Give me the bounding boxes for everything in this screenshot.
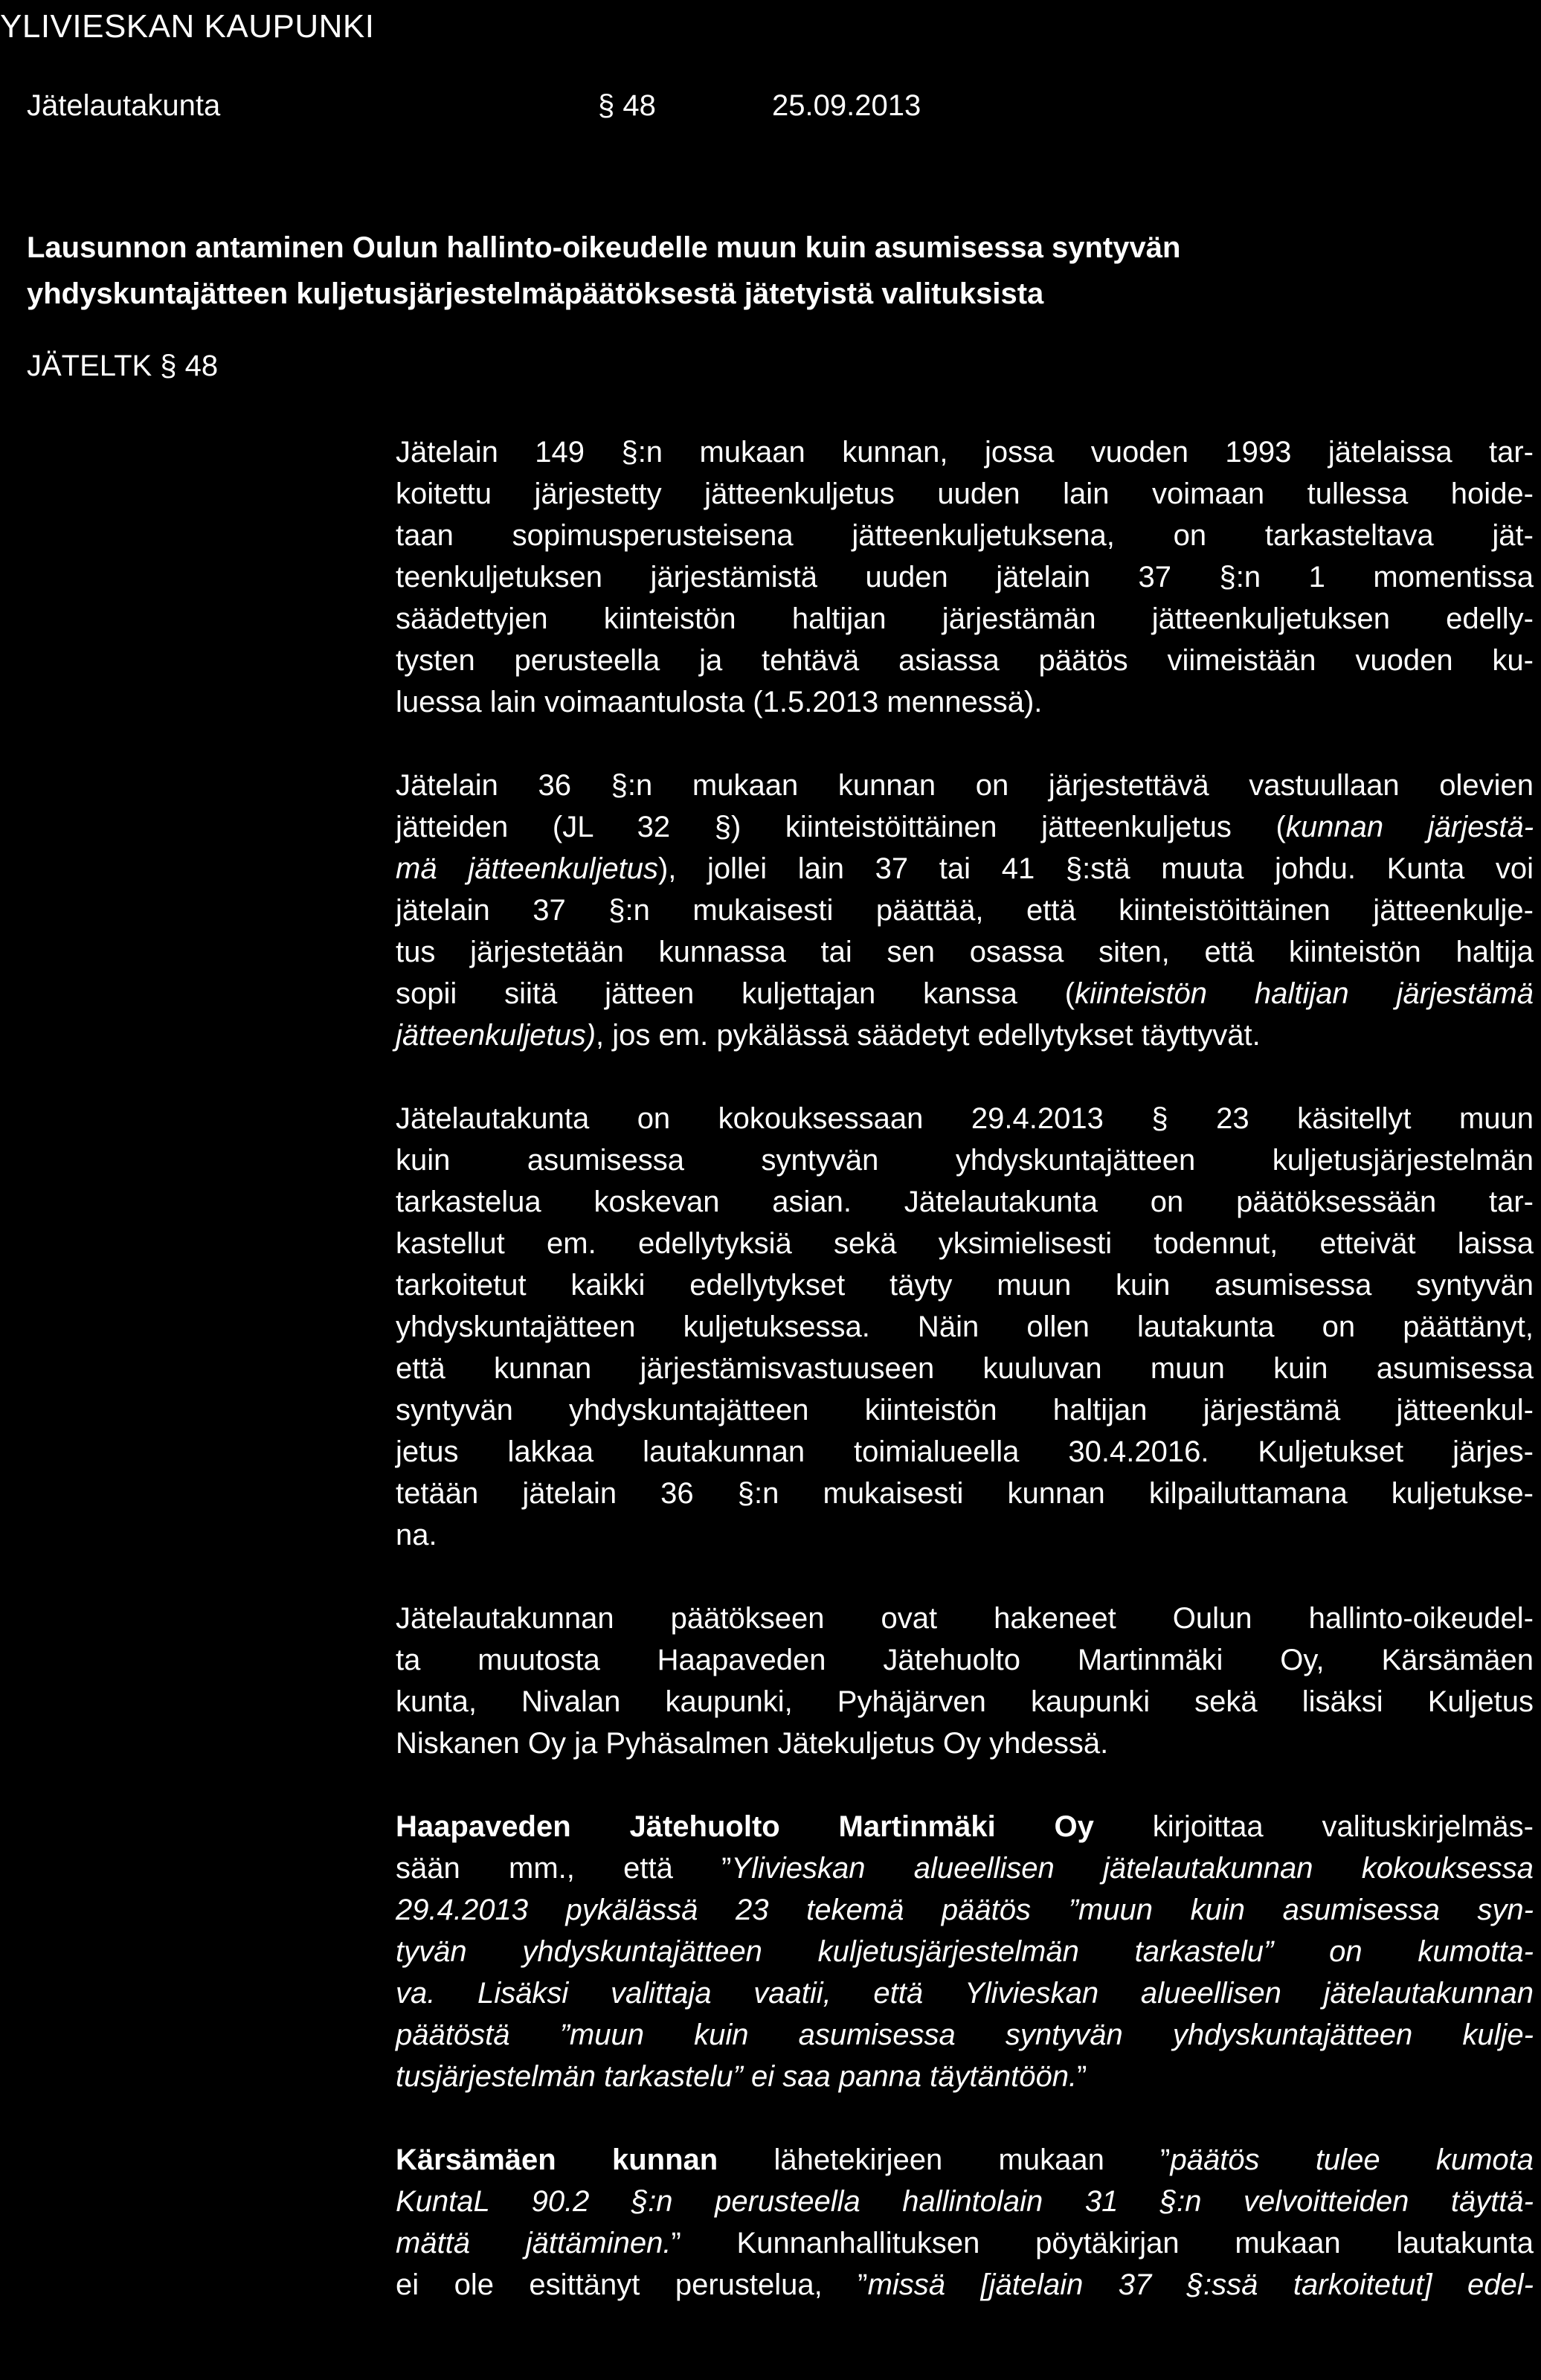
text-line: tusjärjestelmän tarkastelu” ei saa panna täytäntöön.”: [396, 2060, 1087, 2093]
paragraph-committee-decision: [396, 1098, 1534, 1556]
text-line: 29.4.2013 pykälässä 23 tekemä päätös ”muun kuin asumisessa syn-: [396, 1894, 1534, 1926]
text-line: Niskanen Oy ja Pyhäsalmen Jätekuljetus Oy yhdessä.: [396, 1727, 1109, 1760]
text-line: päätöstä ”muun kuin asumisessa syntyvän yhdyskuntajätteen kulje-: [396, 2019, 1534, 2051]
meeting-date: 25.09.2013: [772, 89, 921, 122]
text-line: kastellut em. edellytyksiä sekä yksimielisesti todennut, etteivät laissa: [396, 1227, 1534, 1260]
text-line: jetus lakkaa lautakunnan toimialueella 30.4.2016. Kuljetukset järjes-: [396, 1435, 1534, 1468]
text-line: ei ole esittänyt perustelua, ”missä [jätelain 37 §:ssä tarkoitetut] edel-: [396, 2268, 1534, 2301]
text-line: KuntaL 90.2 §:n perusteella hallintolain 31 §:n velvoitteiden täyttä-: [396, 2185, 1534, 2218]
text-line: säädettyjen kiinteistön haltijan järjestämän jätteenkuljetuksen edelly-: [396, 602, 1534, 635]
paragraph-waste-act-149: [396, 431, 1534, 723]
text-line: Jätelain 149 §:n mukaan kunnan, jossa vuoden 1993 jätelaissa tar-: [396, 436, 1534, 469]
text-line: tysten perusteella ja tehtävä asiassa päätös viimeistään vuoden ku-: [396, 644, 1534, 677]
text-line: sopii siitä jätteen kuljettajan kanssa (kiinteistön haltijan järjestämä: [396, 977, 1534, 1010]
organization-name: YLIVIESKAN KAUPUNKI: [0, 8, 375, 45]
text-line: na.: [396, 1519, 437, 1551]
text-line: tarkoitetut kaikki edellytykset täyty muun kuin asumisessa syntyvän: [396, 1269, 1534, 1302]
paragraph-karsamaki-appeal: [396, 2139, 1534, 2306]
text-line: Jätelautakunnan päätökseen ovat hakeneet Oulun hallinto-oikeudel-: [396, 1602, 1534, 1635]
text-line: tarkastelua koskevan asian. Jätelautakunta on päätöksessään tar-: [396, 1186, 1534, 1218]
text-line: va. Lisäksi valittaja vaatii, että Ylivieskan alueellisen jätelautakunnan: [396, 1977, 1534, 2010]
text-line: mä jätteenkuljetus), jollei lain 37 tai 41 §:stä muuta johdu. Kunta voi: [396, 852, 1534, 885]
paragraph-martinmaki-appeal: [396, 1806, 1534, 2097]
paragraph-waste-act-36: [396, 765, 1534, 1056]
text-line: kunta, Nivalan kaupunki, Pyhäjärven kaupunki sekä lisäksi Kuljetus: [396, 1685, 1534, 1718]
text-line: kuin asumisessa syntyvän yhdyskuntajätteen kuljetusjärjestelmän: [396, 1144, 1534, 1177]
text-line: jätteiden (JL 32 §) kiinteistöittäinen jätteenkuljetus (kunnan järjestä-: [396, 811, 1534, 843]
text-line: teenkuljetuksen järjestämistä uuden jätelain 37 §:n 1 momentissa: [396, 561, 1534, 594]
section-reference: JÄTELTK § 48: [27, 350, 219, 382]
text-line: Kärsämäen kunnan lähetekirjeen mukaan ”päätös tulee kumota: [396, 2143, 1534, 2176]
text-line: koitettu järjestetty jätteenkuljetus uuden lain voimaan tullessa hoide-: [396, 477, 1534, 510]
text-line: syntyvän yhdyskuntajätteen kiinteistön haltijan järjestämä jätteenkul-: [396, 1394, 1534, 1427]
title-line: Lausunnon antaminen Oulun hallinto-oikeudelle muun kuin asumisessa syntyvän: [27, 231, 1181, 264]
text-line: Jätelautakunta on kokouksessaan 29.4.2013 § 23 käsitellyt muun: [396, 1102, 1534, 1135]
text-line: tyvän yhdyskuntajätteen kuljetusjärjestelmän tarkastelu” on kumotta-: [396, 1935, 1534, 1968]
text-line: mättä jättäminen.” Kunnanhallituksen pöytäkirjan mukaan lautakunta: [396, 2227, 1534, 2260]
text-line: jätteenkuljetus), jos em. pykälässä säädetyt edellytykset täyttyvät.: [396, 1019, 1261, 1052]
text-line: jätelain 37 §:n mukaisesti päättää, että kiinteistöittäinen jätteenkulje-: [396, 894, 1534, 927]
document-body: [396, 431, 1534, 2347]
text-line: ta muutosta Haapaveden Jätehuolto Martinmäki Oy, Kärsämäen: [396, 1644, 1534, 1676]
text-line: taan sopimusperusteisena jätteenkuljetuksena, on tarkasteltava jät-: [396, 519, 1534, 552]
paragraph-appeals: [396, 1598, 1534, 1764]
text-line: tetään jätelain 36 §:n mukaisesti kunnan kilpailuttamana kuljetukse-: [396, 1477, 1534, 1510]
text-line: yhdyskuntajätteen kuljetuksessa. Näin ollen lautakunta on päättänyt,: [396, 1310, 1534, 1343]
text-line: Jätelain 36 §:n mukaan kunnan on järjestettävä vastuullaan olevien: [396, 769, 1534, 802]
text-line: luessa lain voimaantulosta (1.5.2013 mennessä).: [396, 686, 1043, 718]
text-line: että kunnan järjestämisvastuuseen kuuluvan muun kuin asumisessa: [396, 1352, 1534, 1385]
committee-name: Jätelautakunta: [27, 89, 221, 122]
text-line: sään mm., että ”Ylivieskan alueellisen jätelautakunnan kokouksessa: [396, 1852, 1534, 1885]
text-line: tus järjestetään kunnassa tai sen osassa siten, että kiinteistön haltija: [396, 936, 1534, 968]
text-line: Haapaveden Jätehuolto Martinmäki Oy kirjoittaa valituskirjelmäs-: [396, 1810, 1534, 1843]
document-title: [27, 225, 1529, 317]
section-number: § 48: [598, 89, 656, 122]
title-line: yhdyskuntajätteen kuljetusjärjestelmäpäätöksestä jätetyistä valituksista: [27, 277, 1044, 310]
